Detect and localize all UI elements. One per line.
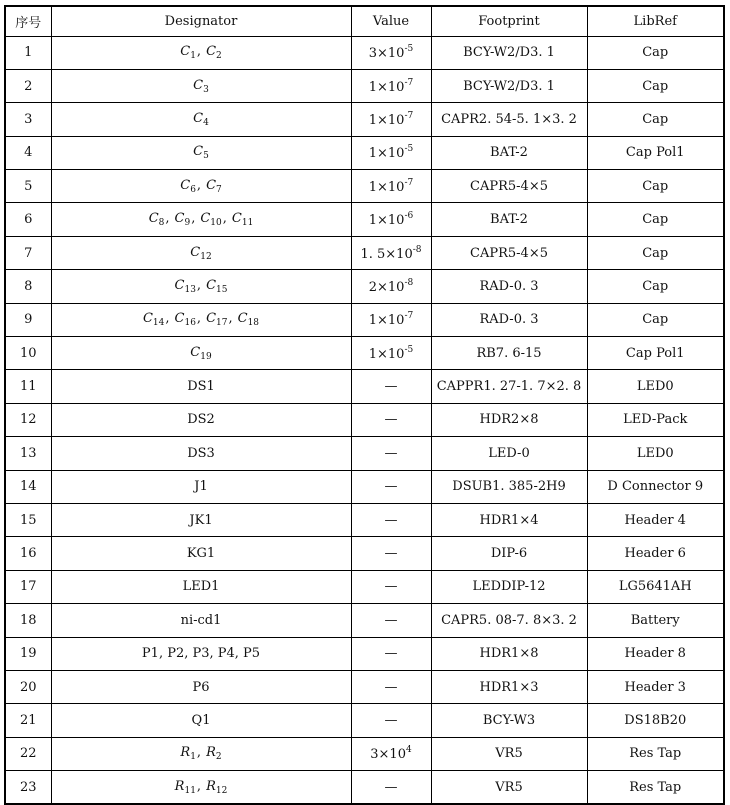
table-row: [5, 36, 724, 69]
row-index: 17: [5, 570, 51, 603]
designator-cell: J1: [51, 470, 351, 503]
row-index: 1: [5, 36, 51, 69]
designator-cell: [51, 337, 351, 370]
value-cell: —: [351, 537, 431, 570]
designator-subscript: 16: [184, 318, 196, 329]
designator-symbol: C: [206, 177, 217, 193]
footprint-cell: BCY-W2/D3. 1: [431, 36, 587, 69]
designator-cell: [51, 136, 351, 169]
value-cell: [351, 337, 431, 370]
row-index: 20: [5, 670, 51, 703]
value-exponent: -5: [404, 44, 414, 55]
designator-symbol: C: [174, 211, 185, 227]
designator-symbol: C: [231, 211, 242, 227]
designator-cell: DS3: [51, 437, 351, 470]
footprint-cell: HDR2×8: [431, 403, 587, 436]
table-row: [5, 503, 724, 536]
footprint-cell: LEDDIP-12: [431, 570, 587, 603]
libref-cell: Cap: [587, 69, 724, 102]
header-index: 序号: [5, 6, 51, 36]
designator-separator: ,: [196, 277, 202, 293]
designator-symbol: C: [193, 77, 204, 93]
value-cell: —: [351, 704, 431, 737]
row-index: 22: [5, 737, 51, 770]
table-row: [5, 637, 724, 670]
designator-separator: ,: [191, 211, 196, 227]
footprint-cell: HDR1×4: [431, 503, 587, 536]
designator-symbol: C: [148, 211, 159, 227]
footprint-cell: CAPR5-4×5: [431, 170, 587, 203]
value-cell: —: [351, 604, 431, 637]
designator-cell: [51, 303, 351, 336]
table-row: [5, 570, 724, 603]
value-cell: [351, 236, 431, 269]
designator-separator: ,: [196, 745, 202, 761]
row-index: 12: [5, 403, 51, 436]
value-cell: —: [351, 403, 431, 436]
row-index: 11: [5, 370, 51, 403]
designator-cell: P1, P2, P3, P4, P5: [51, 637, 351, 670]
value-base: 1. 5×10: [360, 246, 413, 262]
designator-cell: JK1: [51, 503, 351, 536]
designator-symbol: C: [180, 177, 191, 193]
designator-separator: ,: [196, 311, 202, 327]
libref-cell: D Connector 9: [587, 470, 724, 503]
designator-subscript: 18: [247, 318, 260, 329]
designator-symbol: C: [206, 277, 217, 293]
designator-cell: [51, 36, 351, 69]
row-index: 10: [5, 337, 51, 370]
row-index: 9: [5, 303, 51, 336]
row-index: 3: [5, 103, 51, 136]
designator-cell: [51, 236, 351, 269]
libref-cell: Cap: [587, 103, 724, 136]
value-exponent: -7: [404, 110, 414, 121]
libref-cell: Cap: [587, 303, 724, 336]
designator-symbol: C: [200, 211, 211, 227]
designator-subscript: 10: [210, 218, 222, 229]
designator-cell: [51, 203, 351, 236]
table-row: [5, 337, 724, 370]
libref-cell: Header 3: [587, 670, 724, 703]
table-row: [5, 203, 724, 236]
header-row: [5, 6, 724, 36]
libref-cell: Cap: [587, 203, 724, 236]
libref-cell: DS18B20: [587, 704, 724, 737]
footprint-cell: RAD-0. 3: [431, 303, 587, 336]
designator-subscript: 13: [184, 284, 196, 295]
value-exponent: 4: [405, 745, 412, 756]
value-cell: —: [351, 503, 431, 536]
value-base: 1×10: [368, 179, 405, 195]
designator-symbol: C: [193, 144, 204, 160]
value-exponent: -7: [404, 177, 414, 188]
libref-cell: Cap: [587, 170, 724, 203]
designator-cell: KG1: [51, 537, 351, 570]
row-index: 5: [5, 170, 51, 203]
footprint-cell: LED-0: [431, 437, 587, 470]
designator-separator: ,: [165, 211, 170, 227]
designator-subscript: 3: [203, 84, 209, 95]
value-base: 3×10: [370, 747, 406, 763]
designator-symbol: R: [180, 745, 191, 761]
designator-cell: [51, 737, 351, 770]
designator-symbol: C: [142, 311, 153, 327]
designator-subscript: 11: [241, 218, 254, 229]
designator-symbol: R: [206, 778, 216, 794]
designator-separator: ,: [196, 778, 202, 794]
table-row: [5, 270, 724, 303]
designator-symbol: R: [206, 745, 216, 761]
libref-cell: Cap: [587, 270, 724, 303]
footprint-cell: CAPR2. 54-5. 1×3. 2: [431, 103, 587, 136]
row-index: 2: [5, 69, 51, 102]
footprint-cell: HDR1×3: [431, 670, 587, 703]
value-exponent: -5: [404, 344, 414, 355]
value-cell: [351, 103, 431, 136]
value-base: 1×10: [368, 79, 405, 95]
libref-cell: Battery: [587, 604, 724, 637]
row-index: 6: [5, 203, 51, 236]
table-row: [5, 737, 724, 770]
bom-table: [4, 5, 725, 805]
value-cell: [351, 303, 431, 336]
header-designator: Designator: [51, 6, 351, 36]
table-row: [5, 470, 724, 503]
designator-subscript: 4: [203, 117, 209, 128]
header-value: Value: [351, 6, 431, 36]
table-row: [5, 170, 724, 203]
designator-symbol: C: [190, 344, 201, 360]
footprint-cell: DSUB1. 385-2H9: [431, 470, 587, 503]
table-row: [5, 704, 724, 737]
value-base: 1×10: [368, 313, 405, 329]
designator-subscript: 2: [216, 51, 222, 62]
designator-cell: LED1: [51, 570, 351, 603]
libref-cell: LED0: [587, 437, 724, 470]
row-index: 16: [5, 537, 51, 570]
row-index: 21: [5, 704, 51, 737]
footprint-cell: RB7. 6-15: [431, 337, 587, 370]
designator-subscript: 6: [190, 184, 196, 195]
value-cell: [351, 36, 431, 69]
designator-separator: ,: [165, 311, 170, 327]
table-row: [5, 670, 724, 703]
designator-separator: ,: [196, 177, 202, 193]
value-cell: —: [351, 570, 431, 603]
designator-symbol: C: [206, 311, 217, 327]
designator-cell: [51, 771, 351, 804]
footprint-cell: CAPR5. 08-7. 8×3. 2: [431, 604, 587, 637]
designator-cell: [51, 270, 351, 303]
footprint-cell: CAPPR1. 27-1. 7×2. 8: [431, 370, 587, 403]
header-footprint: Footprint: [431, 6, 587, 36]
designator-subscript: 8: [158, 218, 165, 229]
designator-subscript: 2: [215, 752, 222, 763]
libref-cell: Cap: [587, 236, 724, 269]
table-row: [5, 403, 724, 436]
table-row: [5, 537, 724, 570]
value-cell: —: [351, 670, 431, 703]
designator-symbol: C: [174, 311, 185, 327]
designator-separator: ,: [222, 211, 227, 227]
value-cell: [351, 69, 431, 102]
designator-symbol: C: [206, 44, 217, 60]
designator-cell: P6: [51, 670, 351, 703]
designator-subscript: 9: [184, 218, 191, 229]
libref-cell: LED-Pack: [587, 403, 724, 436]
row-index: 15: [5, 503, 51, 536]
value-base: 2×10: [368, 279, 405, 295]
designator-subscript: 12: [200, 251, 212, 262]
footprint-cell: CAPR5-4×5: [431, 236, 587, 269]
row-index: 13: [5, 437, 51, 470]
designator-cell: [51, 170, 351, 203]
value-base: 1×10: [368, 146, 405, 162]
libref-cell: Cap Pol1: [587, 337, 724, 370]
value-base: 1×10: [368, 213, 405, 229]
designator-subscript: 1: [190, 51, 196, 62]
libref-cell: LED0: [587, 370, 724, 403]
footprint-cell: DIP-6: [431, 537, 587, 570]
table-row: [5, 136, 724, 169]
designator-subscript: 5: [203, 151, 209, 162]
footprint-cell: BCY-W3: [431, 704, 587, 737]
designator-cell: [51, 69, 351, 102]
table-row: [5, 437, 724, 470]
libref-cell: Res Tap: [587, 771, 724, 804]
footprint-cell: BCY-W2/D3. 1: [431, 69, 587, 102]
row-index: 23: [5, 771, 51, 804]
designator-subscript: 19: [200, 351, 212, 362]
designator-subscript: 7: [216, 184, 222, 195]
value-exponent: -6: [404, 211, 414, 222]
footprint-cell: HDR1×8: [431, 637, 587, 670]
row-index: 14: [5, 470, 51, 503]
table-row: [5, 303, 724, 336]
designator-separator: ,: [196, 44, 202, 60]
row-index: 4: [5, 136, 51, 169]
designator-symbol: C: [193, 110, 204, 126]
footprint-cell: BAT-2: [431, 136, 587, 169]
libref-cell: Cap: [587, 36, 724, 69]
value-cell: —: [351, 771, 431, 804]
value-cell: —: [351, 370, 431, 403]
designator-separator: ,: [228, 311, 233, 327]
libref-cell: Cap Pol1: [587, 136, 724, 169]
footprint-cell: VR5: [431, 771, 587, 804]
value-exponent: -8: [412, 244, 422, 255]
table-header: [5, 6, 724, 36]
value-exponent: -5: [404, 144, 414, 155]
header-libref: LibRef: [587, 6, 724, 36]
designator-cell: DS2: [51, 403, 351, 436]
table-row: [5, 771, 724, 804]
designator-cell: ni-cd1: [51, 604, 351, 637]
designator-symbol: C: [190, 244, 201, 260]
designator-cell: DS1: [51, 370, 351, 403]
designator-cell: Q1: [51, 704, 351, 737]
footprint-cell: VR5: [431, 737, 587, 770]
value-cell: —: [351, 637, 431, 670]
designator-subscript: 15: [216, 284, 228, 295]
footprint-cell: RAD-0. 3: [431, 270, 587, 303]
libref-cell: Header 8: [587, 637, 724, 670]
value-exponent: -7: [404, 77, 414, 88]
value-base: 1×10: [368, 346, 405, 362]
row-index: 7: [5, 236, 51, 269]
designator-symbol: C: [174, 277, 185, 293]
row-index: 8: [5, 270, 51, 303]
value-cell: —: [351, 470, 431, 503]
value-exponent: -8: [404, 277, 414, 288]
designator-subscript: 17: [216, 318, 228, 329]
designator-subscript: 12: [215, 785, 228, 796]
value-cell: —: [351, 437, 431, 470]
designator-subscript: 14: [152, 318, 165, 329]
row-index: 18: [5, 604, 51, 637]
table-wrapper: [4, 5, 725, 805]
value-cell: [351, 170, 431, 203]
row-index: 19: [5, 637, 51, 670]
table-row: [5, 604, 724, 637]
table-row: [5, 236, 724, 269]
libref-cell: Res Tap: [587, 737, 724, 770]
designator-symbol: C: [180, 44, 191, 60]
value-cell: [351, 203, 431, 236]
value-cell: [351, 136, 431, 169]
value-base: 3×10: [368, 46, 405, 62]
table-body: [5, 36, 724, 804]
table-row: [5, 370, 724, 403]
libref-cell: Header 4: [587, 503, 724, 536]
value-exponent: -7: [404, 311, 414, 322]
libref-cell: LG5641AH: [587, 570, 724, 603]
designator-cell: [51, 103, 351, 136]
value-cell: [351, 737, 431, 770]
value-cell: [351, 270, 431, 303]
value-base: 1×10: [368, 112, 405, 128]
designator-subscript: 11: [184, 785, 196, 796]
designator-symbol: R: [174, 778, 185, 794]
table-row: [5, 69, 724, 102]
table-row: [5, 103, 724, 136]
designator-symbol: C: [237, 311, 248, 327]
designator-subscript: 1: [190, 752, 196, 763]
libref-cell: Header 6: [587, 537, 724, 570]
footprint-cell: BAT-2: [431, 203, 587, 236]
